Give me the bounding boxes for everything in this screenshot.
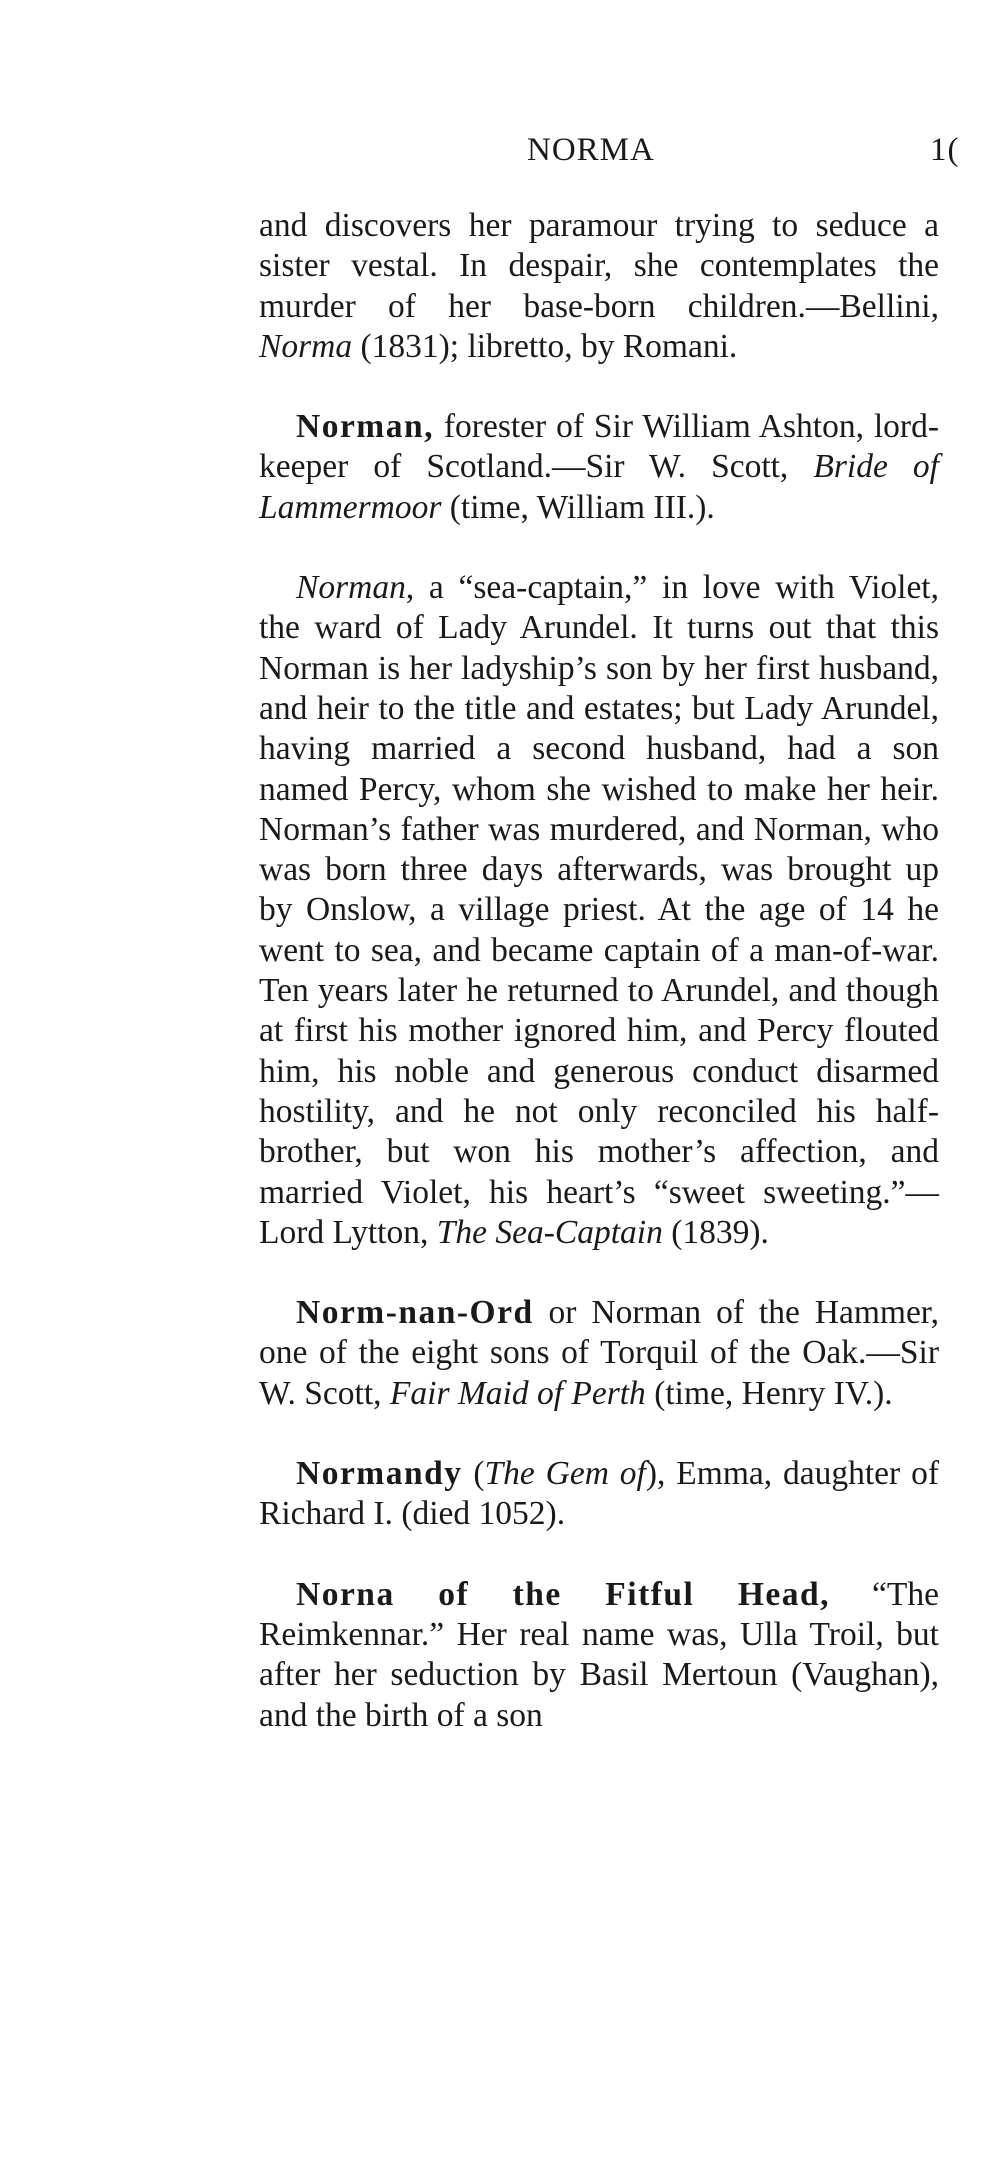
headword: Norman (296, 569, 406, 607)
page-number: 1( (930, 132, 960, 168)
work-title: Bride of Lammermoor (259, 448, 939, 526)
entry-text: , a “sea-captain,” in love with Violet, the ward of Lady Arundel. It turns out that this Norman is her ladyship’s son by her first husband, and heir to the title and estates; but Lady Arundel, having married a second husband, had a son named Percy, whom she wished to make her heir. Norman’s father was murdered, and Norman, who was born three days afterwards, was brought up by Onslow, a village priest. At the age of 14 he went to sea, and became captain of a man-of-war. Ten years later he returned to Arundel, and though at first his mother ignored him, and Percy flouted him, his noble and generous conduct disarmed hostility, and he not only reconciled his half-brother, but won his mother’s affection, and married Violet, his heart’s “sweet sweeting.”—Lord Lytton, (259, 569, 939, 1251)
entry-text: (1839). (662, 1213, 769, 1251)
text-column (259, 206, 939, 1776)
entry-norman-sea-captain (259, 568, 939, 1253)
entry-text: and discovers her paramour trying to seduce a sister vestal. In despair, she contemplates the murder of her base-born children.—Bellini, (259, 207, 939, 325)
entry-text: or Norman of the Hammer, one of the eight sons of Torquil of the Oak.—Sir W. Scott, (259, 1294, 939, 1412)
work-title: The Gem of (484, 1455, 646, 1493)
entry-norm-nan-ord (259, 1293, 939, 1414)
entry-text: (time, Henry IV.). (645, 1374, 893, 1412)
work-title: Norma (259, 327, 353, 365)
entry-text: (time, William III.). (441, 488, 715, 526)
entry-normandy (259, 1454, 939, 1535)
entry-text: (1831); libretto, by Romani. (352, 327, 738, 365)
page-header (0, 132, 1000, 176)
headword: Norna of the Fitful Head, (296, 1575, 831, 1613)
work-title: Fair Maid of Perth (389, 1374, 646, 1412)
entry-norna (259, 1575, 939, 1736)
entry-norman-forester (259, 407, 939, 528)
headword: Norman, (296, 408, 434, 446)
work-title: The Sea-Captain (436, 1213, 663, 1251)
entry-text: forester of Sir William Ashton, lord-keeper of Scotland.—Sir W. Scott, (259, 408, 939, 486)
entry-norma-continued (259, 206, 939, 367)
headword: Normandy (296, 1455, 463, 1493)
headword: Norm-nan-Ord (296, 1294, 534, 1332)
entry-text: ), Emma, daughter of Richard I. (died 1052). (259, 1455, 939, 1533)
entry-text: “The Reimkennar.” Her real name was, Ulla Troil, but after her seduction by Basil Mertoun (Vaughan), and the birth of a son (259, 1575, 939, 1734)
entry-text: ( (462, 1455, 485, 1493)
running-title: NORMA (527, 132, 655, 168)
